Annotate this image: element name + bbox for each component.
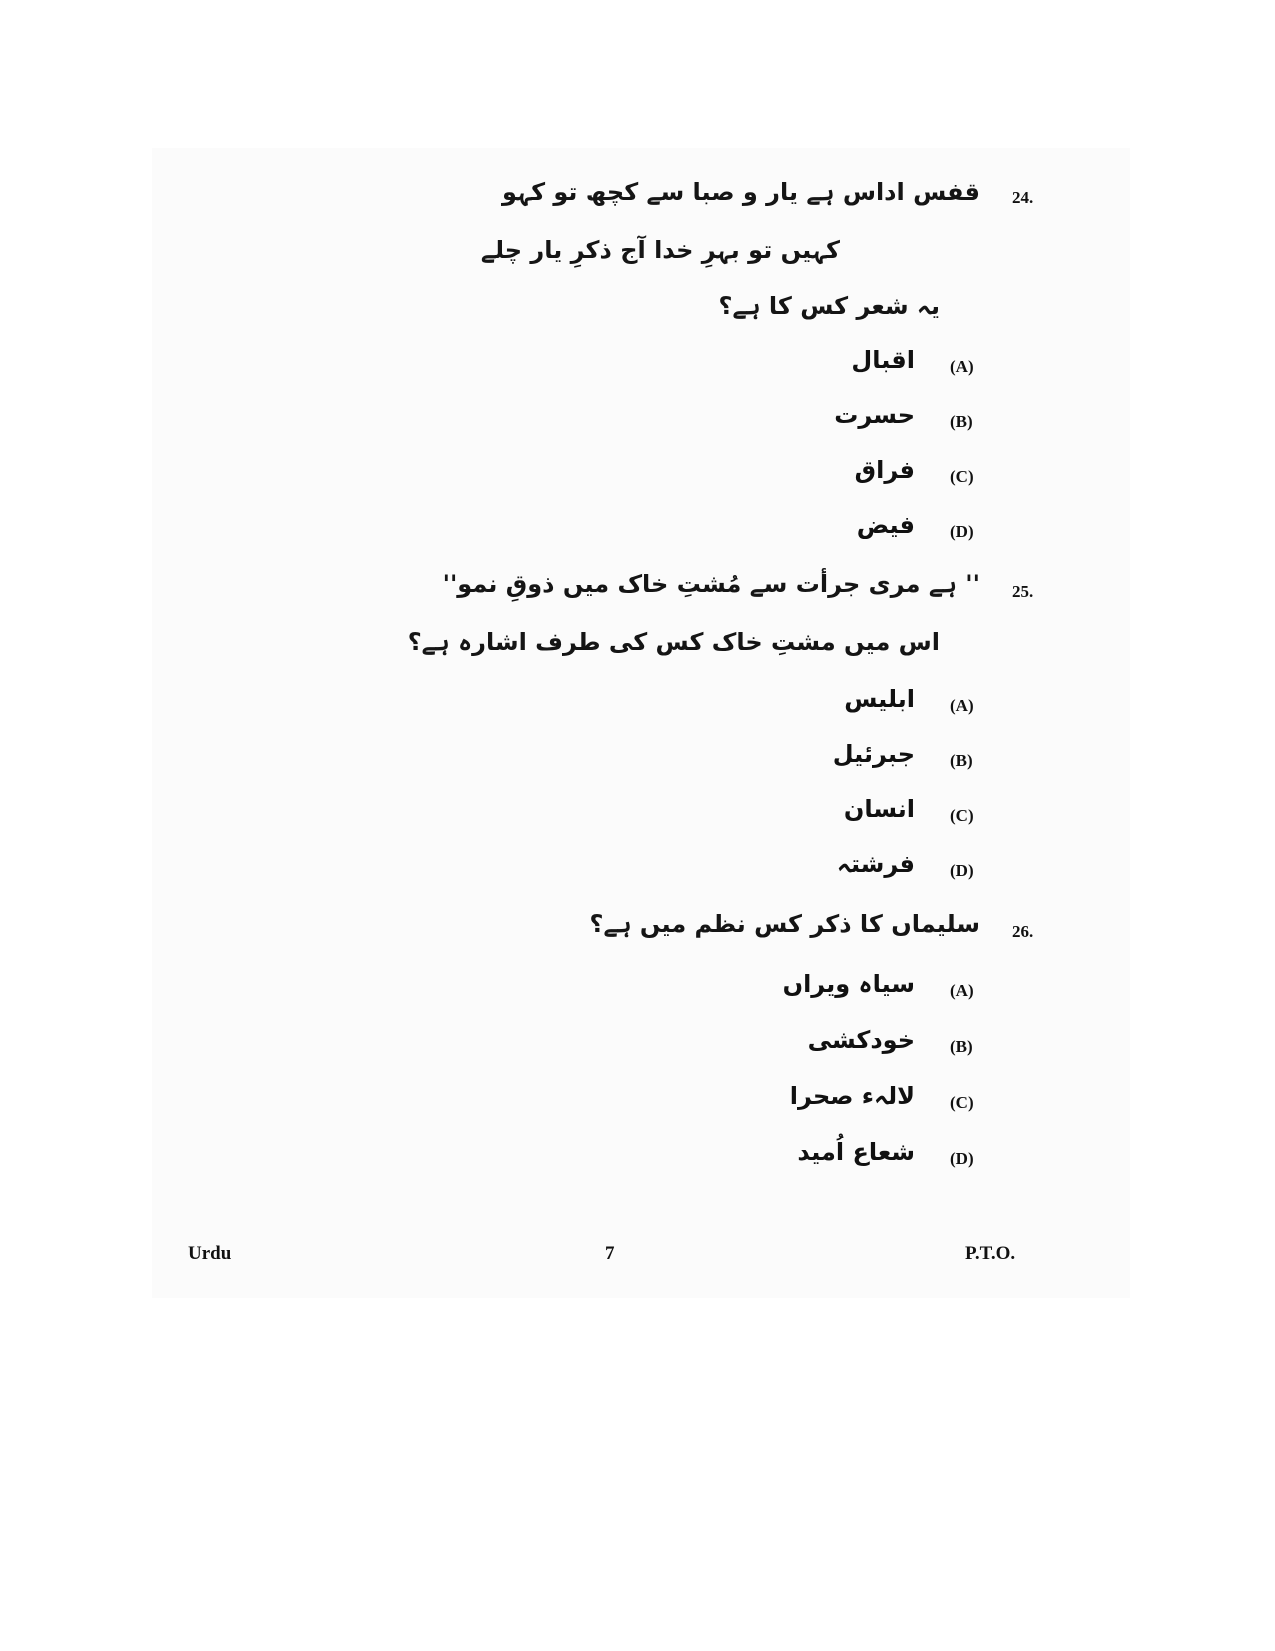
q24-option-d-text: فیض	[856, 511, 915, 539]
q26-option-b-letter: (B)	[950, 1037, 973, 1056]
footer-subject: Urdu	[188, 1243, 232, 1264]
q25-option-c-text: انسان	[843, 795, 915, 823]
footer-pto: P.T.O.	[965, 1243, 1016, 1264]
q26-option-d-text: شعاع اُمید	[797, 1138, 915, 1166]
question-24-number: 24.	[1012, 188, 1034, 207]
q24-option-c-text: فراق	[854, 456, 915, 484]
q26-option-c-text: لالہء صحرا	[789, 1082, 915, 1110]
question-24-line-1: قفس اداس ہے یار و صبا سے کچھ تو کہو	[501, 178, 980, 206]
question-25-line-1: '' ہے مری جرأت سے مُشتِ خاک میں ذوقِ نمو''	[442, 570, 980, 598]
q25-option-b-letter: (B)	[950, 751, 973, 770]
q25-option-a-text: ابلیس	[844, 685, 915, 713]
q26-option-a-letter: (A)	[950, 981, 974, 1000]
q24-option-b-letter: (B)	[950, 412, 973, 431]
q25-option-a-letter: (A)	[950, 696, 974, 715]
question-24-line-2: کہیں تو بہرِ خدا آج ذکرِ یار چلے	[480, 236, 840, 264]
q26-option-d-letter: (D)	[950, 1149, 974, 1168]
q25-option-c-letter: (C)	[950, 806, 974, 825]
scanned-page	[152, 148, 1130, 1298]
footer-page-number: 7	[605, 1243, 615, 1264]
q26-option-a-text: سیاہ ویراں	[782, 970, 915, 998]
q24-option-d-letter: (D)	[950, 522, 974, 541]
q24-option-a-letter: (A)	[950, 357, 974, 376]
q26-option-b-text: خودکشی	[807, 1026, 915, 1054]
question-24-prompt: یہ شعر کس کا ہے؟	[718, 292, 940, 320]
q24-option-b-text: حسرت	[834, 401, 915, 429]
question-26-number: 26.	[1012, 922, 1034, 941]
question-26-prompt: سلیماں کا ذکر کس نظم میں ہے؟	[589, 910, 980, 938]
q25-option-b-text: جبرئیل	[832, 740, 915, 768]
question-25-prompt: اس میں مشتِ خاک کس کی طرف اشارہ ہے؟	[407, 628, 940, 656]
q25-option-d-letter: (D)	[950, 861, 974, 880]
q24-option-a-text: اقبال	[851, 346, 915, 374]
q24-option-c-letter: (C)	[950, 467, 974, 486]
question-25-number: 25.	[1012, 582, 1034, 601]
q25-option-d-text: فرشتہ	[836, 850, 915, 878]
q26-option-c-letter: (C)	[950, 1093, 974, 1112]
